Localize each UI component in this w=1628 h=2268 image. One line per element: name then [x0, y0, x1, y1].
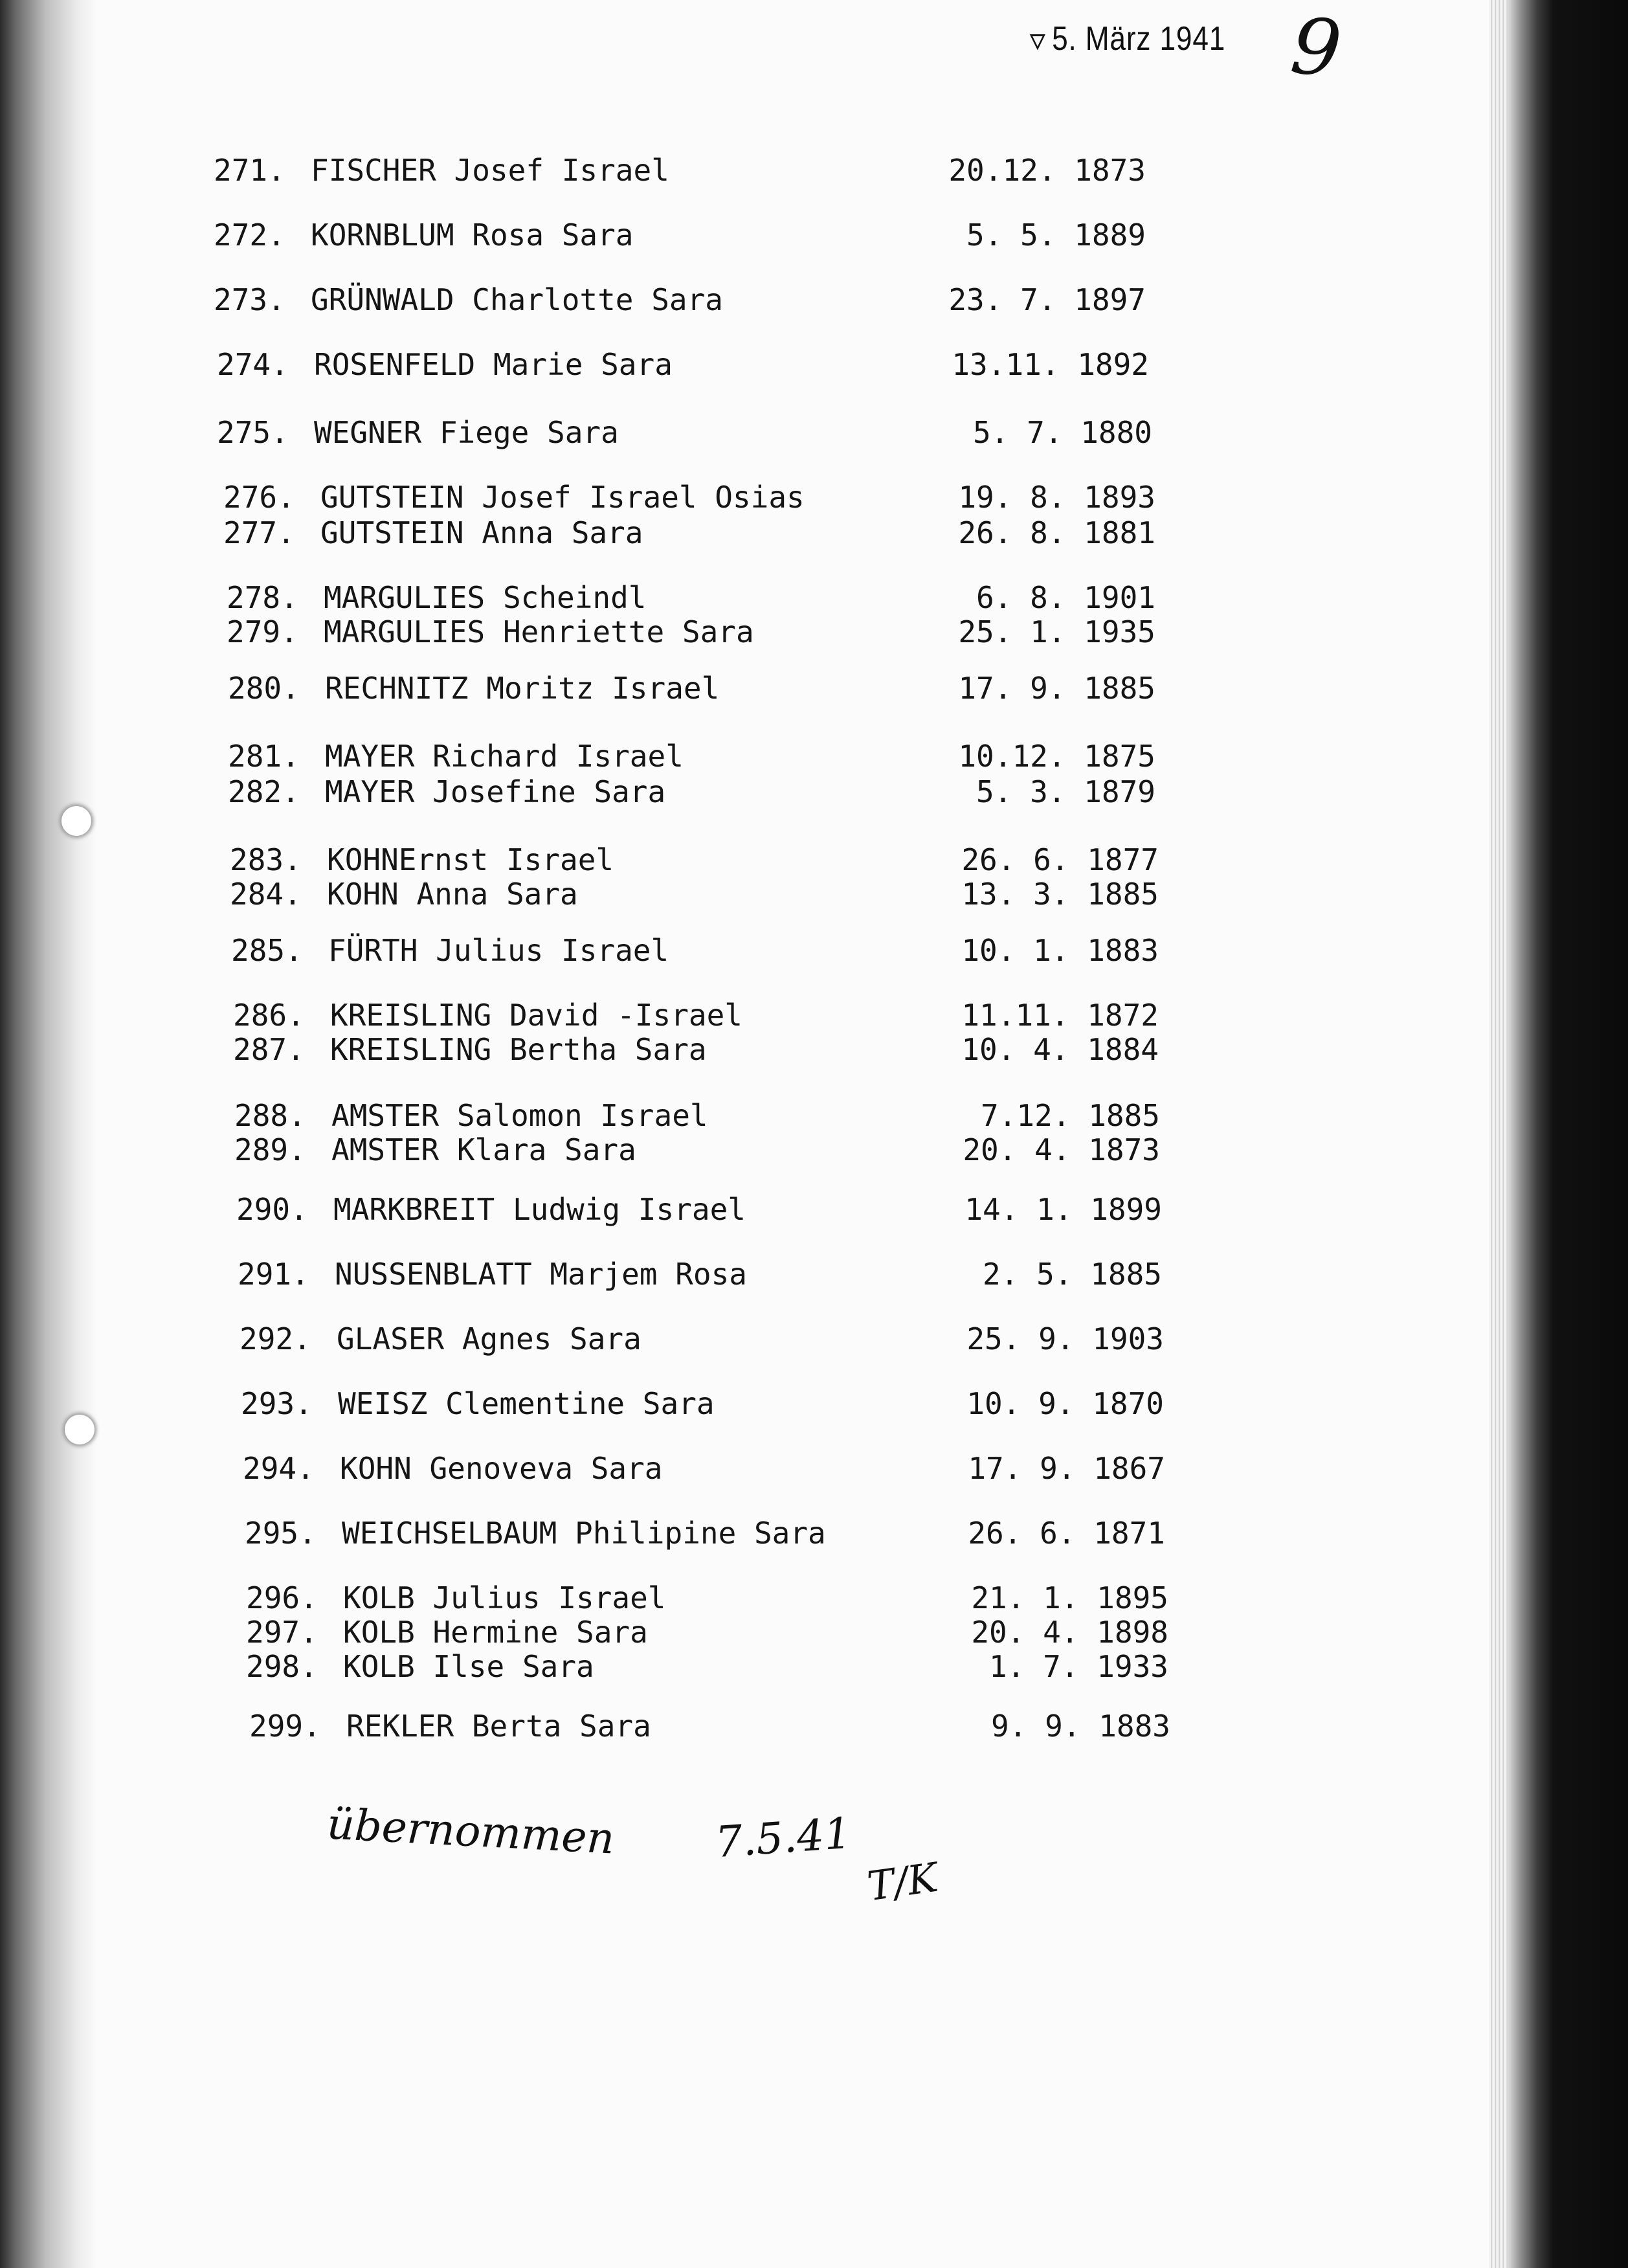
entry-name: RECHNITZ Moritz Israel [325, 671, 720, 706]
entry-name: KOLB Hermine Sara [343, 1615, 648, 1650]
entry-birth-date: 17. 9. 1885 [958, 671, 1155, 706]
entry-birth-date: 20.12. 1873 [948, 153, 1146, 188]
entry-birth-date: 13.11. 1892 [952, 347, 1149, 382]
entry-birth-date: 20. 4. 1898 [971, 1615, 1168, 1650]
entry-name: REKLER Berta Sara [346, 1709, 651, 1744]
entry-number: 279. [227, 614, 298, 649]
entry-number: 297. [246, 1615, 318, 1650]
entry-name: MARGULIES Henriette Sara [324, 614, 754, 649]
entry-name: MAYER Richard Israel [325, 739, 684, 774]
entry-birth-date: 10.12. 1875 [958, 739, 1155, 774]
entry-name: KORNBLUM Rosa Sara [311, 218, 634, 253]
entry-name: GRÜNWALD Charlotte Sara [311, 282, 723, 317]
entry-number: 273. [214, 282, 285, 317]
entry-number: 282. [228, 774, 300, 809]
entry-name: KOLB Julius Israel [343, 1580, 666, 1615]
entry-birth-date: 1. 7. 1933 [989, 1649, 1168, 1684]
entry-birth-date: 17. 9. 1867 [968, 1451, 1165, 1486]
entry-number: 296. [246, 1580, 318, 1615]
entry-number: 277. [223, 515, 295, 550]
entry-number: 290. [236, 1192, 308, 1227]
entry-name: GUTSTEIN Anna Sara [320, 515, 643, 550]
entry-number: 289. [234, 1132, 306, 1167]
handwritten-initials: T/K [864, 1853, 941, 1911]
entry-birth-date: 11.11. 1872 [961, 998, 1159, 1033]
entry-birth-date: 9. 9. 1883 [991, 1709, 1170, 1744]
entry-name: ROSENFELD Marie Sara [314, 347, 673, 382]
folio-number: 9 [1286, 1, 1346, 96]
entry-birth-date: 10. 9. 1870 [966, 1386, 1164, 1421]
entry-number: 291. [238, 1257, 309, 1292]
entry-number: 281. [228, 739, 300, 774]
entry-number: 287. [233, 1032, 305, 1067]
entry-number: 294. [243, 1451, 315, 1486]
entry-name: FÜRTH Julius Israel [328, 933, 669, 968]
entry-number: 298. [246, 1649, 318, 1684]
entry-birth-date: 13. 3. 1885 [961, 877, 1159, 912]
entry-number: 288. [234, 1098, 306, 1133]
entry-name: WEICHSELBAUM Philipine Sara [342, 1516, 826, 1551]
entry-birth-date: 10. 4. 1884 [961, 1032, 1159, 1067]
entry-birth-date: 26. 8. 1881 [958, 515, 1155, 550]
entry-name: AMSTER Salomon Israel [331, 1098, 708, 1133]
entry-name: KREISLING David -Israel [330, 998, 742, 1033]
entry-birth-date: 21. 1. 1895 [971, 1580, 1168, 1615]
entry-number: 274. [217, 347, 289, 382]
entry-number: 272. [214, 218, 285, 253]
entry-birth-date: 5. 7. 1880 [973, 415, 1152, 450]
entry-number: 292. [240, 1321, 311, 1356]
entry-number: 271. [214, 153, 285, 188]
entry-name: WEISZ Clementine Sara [338, 1386, 715, 1421]
entry-number: 276. [223, 480, 295, 515]
entry-birth-date: 2. 5. 1885 [983, 1257, 1162, 1292]
entry-birth-date: 20. 4. 1873 [963, 1132, 1160, 1167]
entry-birth-date: 7.12. 1885 [981, 1098, 1160, 1133]
stamp-mark: ⛛ [1029, 28, 1047, 55]
entry-name: AMSTER Klara Sara [331, 1132, 636, 1167]
entry-name: GUTSTEIN Josef Israel Osias [320, 480, 805, 515]
entry-number: 275. [217, 415, 289, 450]
entry-name: KOLB Ilse Sara [343, 1649, 594, 1684]
entry-birth-date: 5. 5. 1889 [966, 218, 1146, 253]
entry-name: WEGNER Fiege Sara [314, 415, 619, 450]
entry-birth-date: 14. 1. 1899 [965, 1192, 1162, 1227]
entry-birth-date: 25. 9. 1903 [966, 1321, 1164, 1356]
entry-name: NUSSENBLATT Marjem Rosa [335, 1257, 747, 1292]
entry-name: KOHN Anna Sara [327, 877, 578, 912]
entry-number: 278. [227, 580, 298, 615]
entry-name: KOHNErnst Israel [327, 842, 614, 877]
entry-name: MAYER Josefine Sara [325, 774, 666, 809]
entry-number: 293. [241, 1386, 313, 1421]
entry-birth-date: 23. 7. 1897 [948, 282, 1146, 317]
entry-birth-date: 25. 1. 1935 [958, 614, 1155, 649]
entry-number: 283. [230, 842, 302, 877]
entry-number: 295. [245, 1516, 317, 1551]
entry-number: 285. [231, 933, 303, 968]
entry-number: 280. [228, 671, 300, 706]
date-stamp-text: 5. März 1941 [1052, 20, 1226, 58]
entry-number: 284. [230, 877, 302, 912]
entry-birth-date: 19. 8. 1893 [958, 480, 1155, 515]
entry-birth-date: 26. 6. 1871 [968, 1516, 1165, 1551]
entry-birth-date: 6. 8. 1901 [976, 580, 1155, 615]
entry-name: MARKBREIT Ludwig Israel [333, 1192, 746, 1227]
entry-number: 299. [249, 1709, 321, 1744]
handwritten-note-word: übernommen [326, 1799, 616, 1864]
entry-number: 286. [233, 998, 305, 1033]
entry-name: MARGULIES Scheindl [324, 580, 647, 615]
entry-birth-date: 26. 6. 1877 [961, 842, 1159, 877]
entry-birth-date: 5. 3. 1879 [976, 774, 1155, 809]
entry-name: KOHN Genoveva Sara [340, 1451, 663, 1486]
entry-name: KREISLING Bertha Sara [330, 1032, 707, 1067]
entry-name: FISCHER Josef Israel [311, 153, 669, 188]
entry-name: GLASER Agnes Sara [337, 1321, 641, 1356]
handwritten-note-date: 7.5.41 [713, 1808, 853, 1868]
entry-birth-date: 10. 1. 1883 [961, 933, 1159, 968]
